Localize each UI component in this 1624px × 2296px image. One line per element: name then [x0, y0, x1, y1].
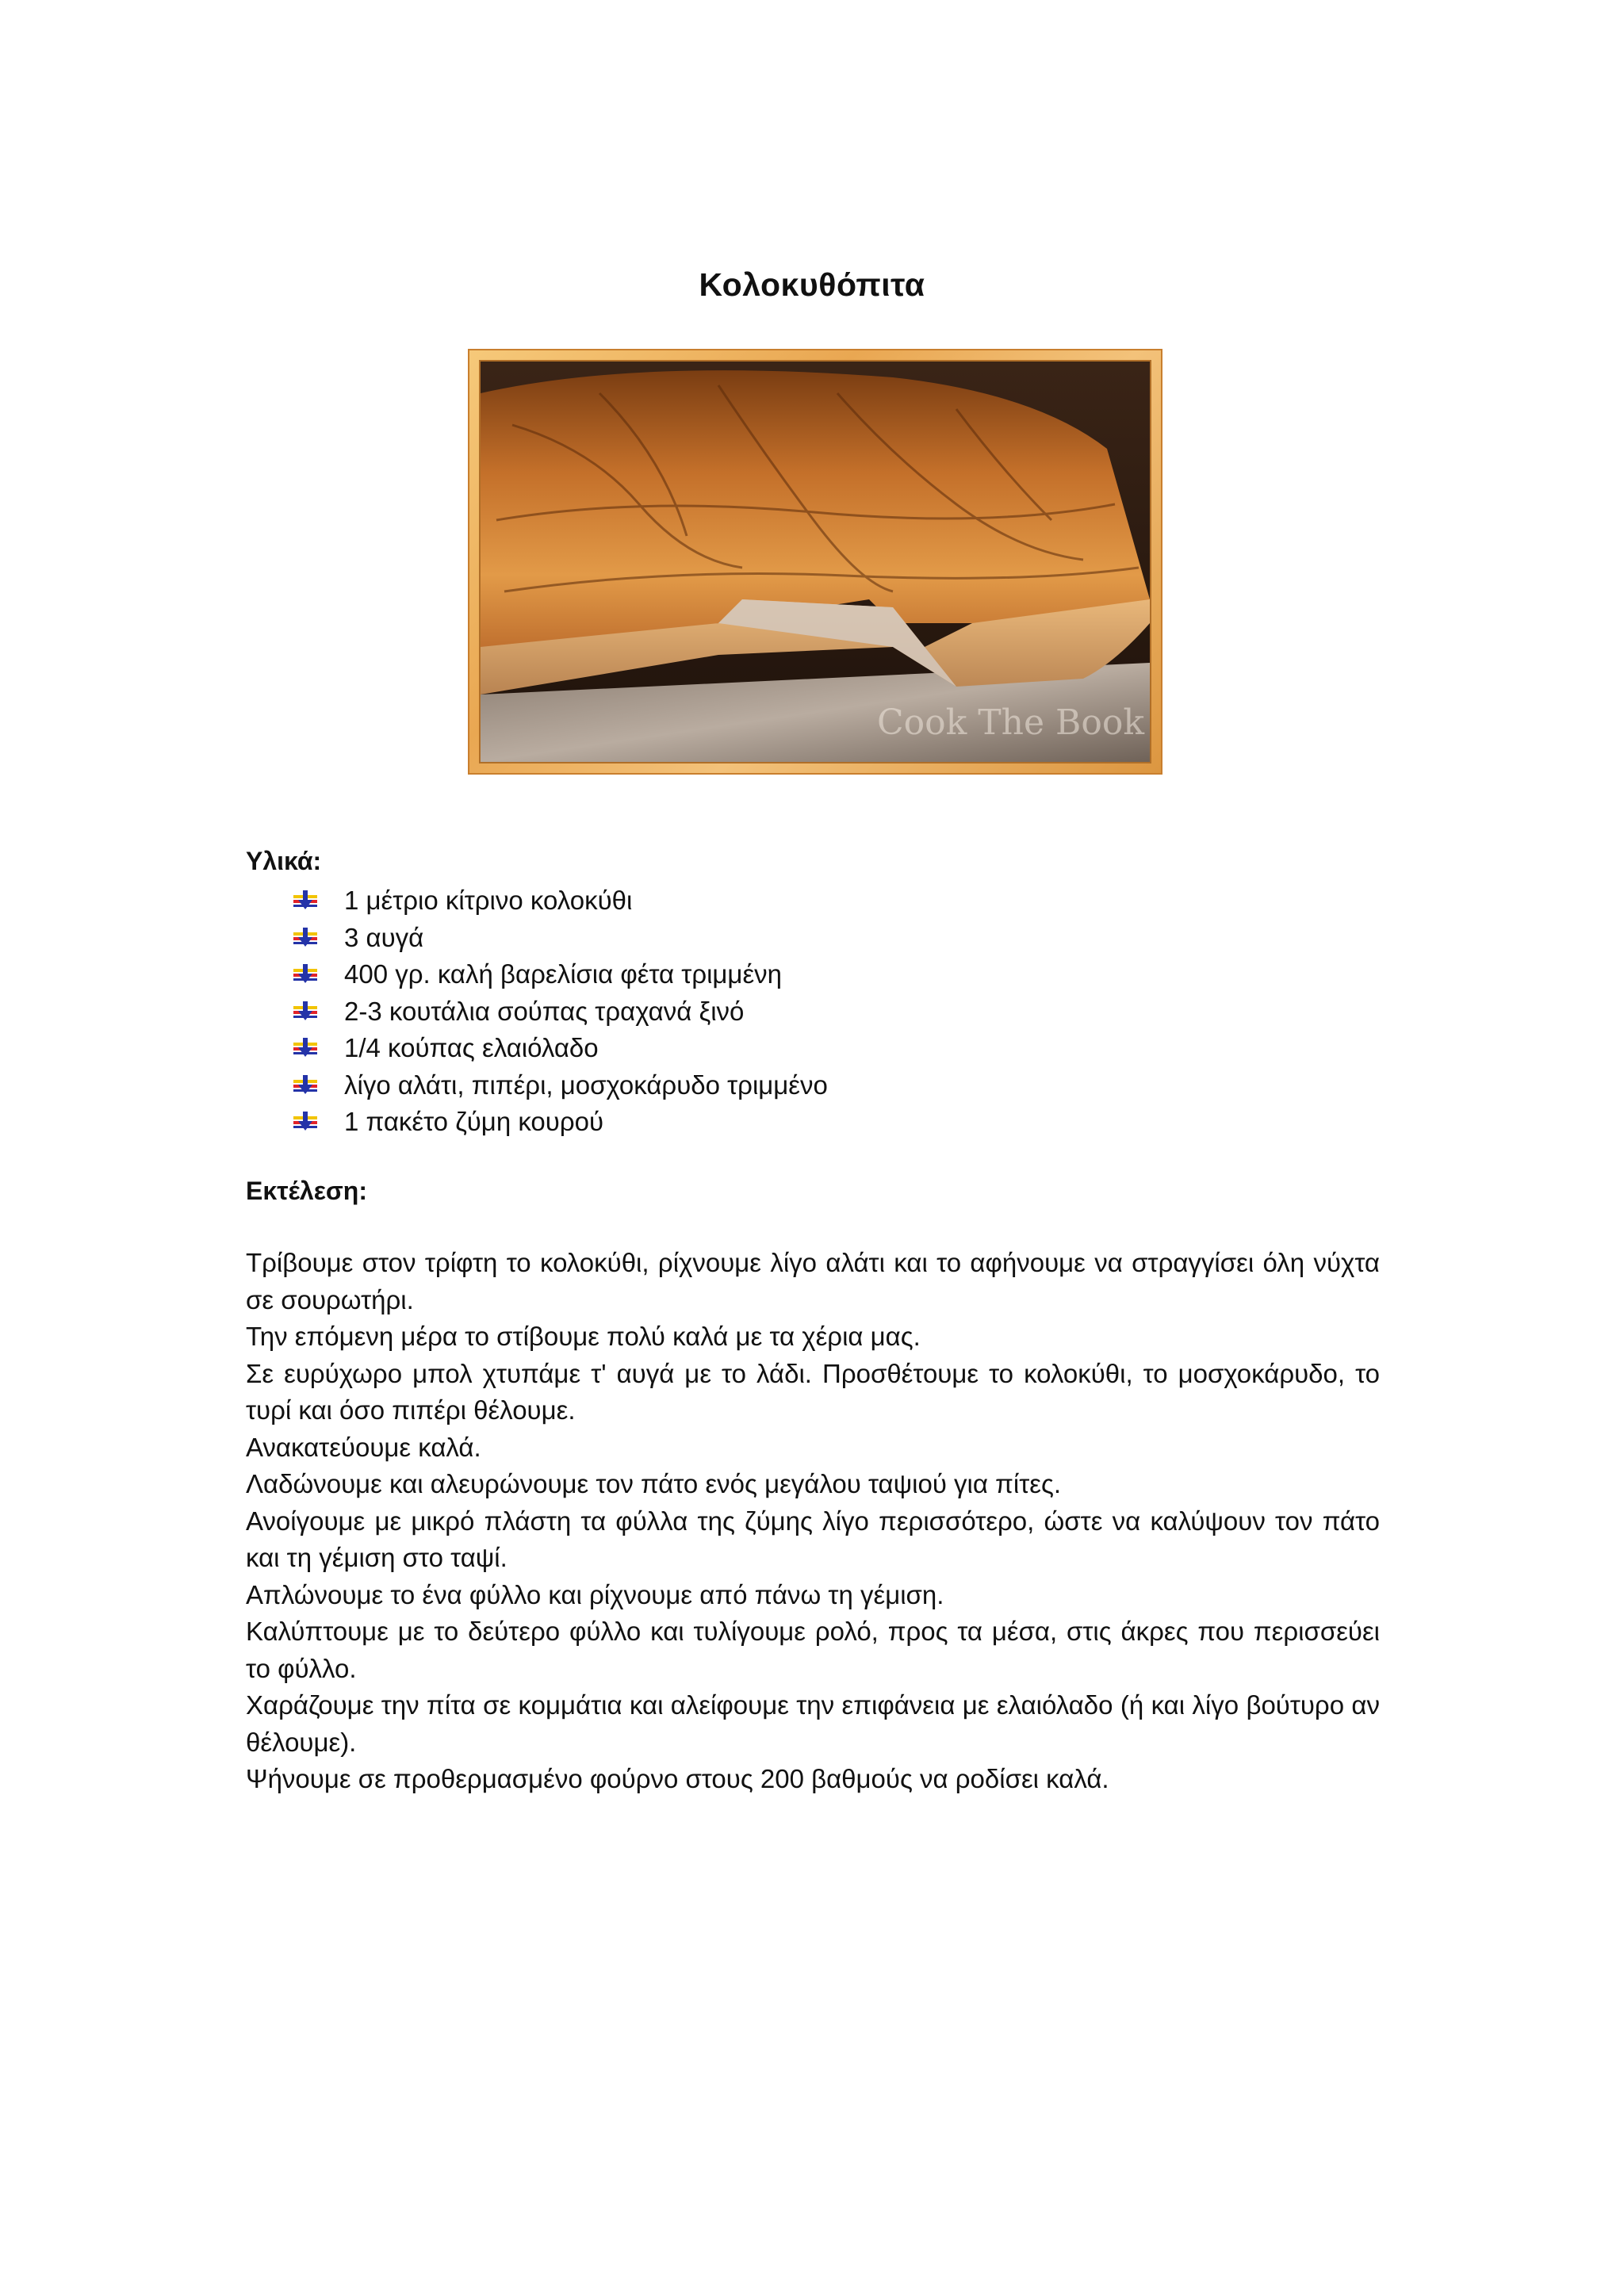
photo-watermark: Cook The Book [877, 702, 1144, 743]
arrow-down-bullet-icon [293, 1038, 317, 1058]
list-item [293, 1067, 828, 1104]
method-paragraph: Τρίβουμε στον τρίφτη το κολοκύθι, ρίχνουμε λίγο αλάτι και το αφήνουμε να στραγγίσει όλη νύχτα σε σουρωτήρι. [246, 1248, 1380, 1314]
ingredient-text: 400 γρ. καλή βαρελίσια φέτα τριμμένη [344, 959, 783, 989]
method-heading: Εκτέλεση: [246, 1177, 367, 1205]
arrow-down-bullet-icon [293, 1112, 317, 1132]
arrow-down-bullet-icon [293, 890, 317, 911]
method-paragraph: Ψήνουμε σε προθερμασμένο φούρνο στους 200 βαθμούς να ροδίσει καλά. [246, 1764, 1109, 1793]
ingredients-list [293, 882, 828, 1141]
ingredients-heading: Υλικά: [246, 847, 322, 875]
method-paragraph: Σε ευρύχωρο μπολ χτυπάμε τ' αυγά με το λάδι. Προσθέτουμε το κολοκύθι, το μοσχοκάρυδο, το τυρί και όσο πιπέρι θέλουμε. [246, 1358, 1380, 1425]
pie-photo [479, 360, 1151, 763]
method-paragraph: Την επόμενη μέρα το στίβουμε πολύ καλά με τα χέρια μας. [246, 1322, 921, 1351]
method-paragraph: Απλώνουμε το ένα φύλλο και ρίχνουμε από πάνω τη γέμιση. [246, 1579, 944, 1609]
method-paragraph: Λαδώνουμε και αλευρώνουμε τον πάτο ενός μεγάλου ταψιού για πίτες. [246, 1469, 1062, 1498]
arrow-down-bullet-icon [293, 1001, 317, 1022]
ingredient-text: 1 μέτριο κίτρινο κολοκύθι [344, 886, 633, 915]
photo-frame [468, 349, 1162, 775]
ingredient-text: 1/4 κούπας ελαιόλαδο [344, 1033, 599, 1062]
arrow-down-bullet-icon [293, 964, 317, 985]
pie-photo-image [481, 362, 1150, 762]
method-paragraph: Ανοίγουμε με μικρό πλάστη τα φύλλα της ζύμης λίγο περισσότερο, ώστε να καλύψουν τον πάτο και τη γέμιση στο ταψί. [246, 1506, 1380, 1572]
ingredient-text: 1 πακέτο ζύμη κουρού [344, 1107, 604, 1136]
method-paragraph: Ανακατεύουμε καλά. [246, 1432, 481, 1462]
page-title: Κολοκυθόπιτα [699, 266, 925, 303]
method-paragraph: Καλύπτουμε με το δεύτερο φύλλο και τυλίγουμε ρολό, προς τα μέσα, στις άκρες που περισσεύει το φύλλο. [246, 1617, 1380, 1683]
list-item [293, 882, 828, 920]
ingredient-text: 3 αυγά [344, 922, 424, 952]
list-item [293, 993, 828, 1031]
list-item [293, 920, 828, 957]
list-item [293, 1030, 828, 1067]
ingredient-text: 2-3 κουτάλια σούπας τραχανά ξινό [344, 996, 745, 1026]
list-item [293, 1104, 828, 1141]
list-item [293, 956, 828, 993]
method-steps [246, 1245, 1380, 1798]
arrow-down-bullet-icon [293, 928, 317, 948]
ingredient-text: λίγο αλάτι, πιπέρι, μοσχοκάρυδο τριμμένο [344, 1070, 828, 1100]
method-paragraph: Χαράζουμε την πίτα σε κομμάτια και αλείφουμε την επιφάνεια με ελαιόλαδο (ή και λίγο βούτυρο αν θέλουμε). [246, 1690, 1380, 1757]
arrow-down-bullet-icon [293, 1075, 317, 1096]
